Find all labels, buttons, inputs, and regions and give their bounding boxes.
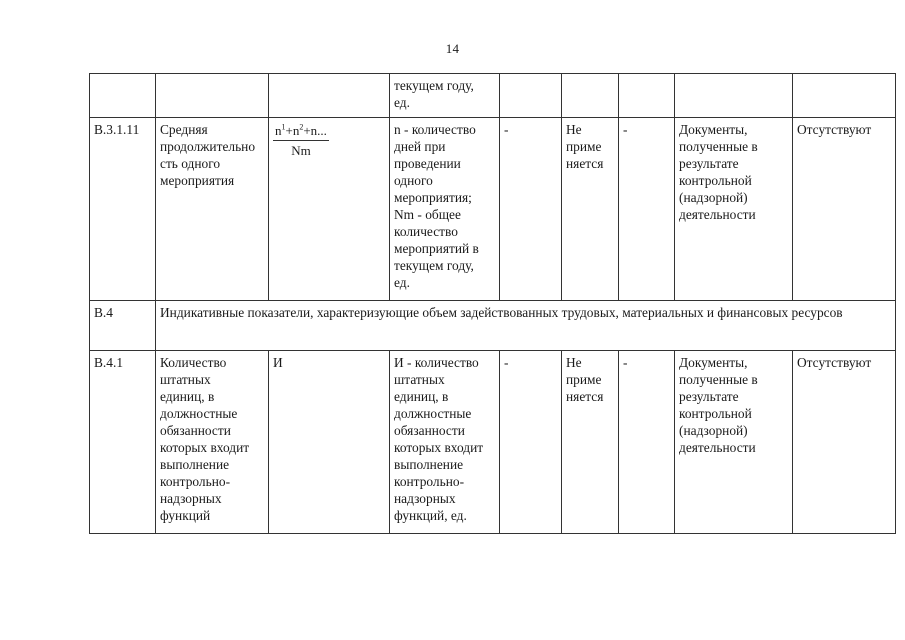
cell-name: Количество штатных единиц, в должностные обязанности которых входит выполнение контрольно- надзорных функций xyxy=(156,351,269,534)
cell-explanation: текущем году, ед. xyxy=(390,74,500,118)
cell-col5 xyxy=(500,74,562,118)
section-title: Индикативные показатели, характеризующие объем задействованных трудовых, материальных и финансовых ресурсов xyxy=(156,301,896,351)
cell-col7: - xyxy=(619,118,675,301)
cell-formula xyxy=(269,74,390,118)
cell-code: В.4 xyxy=(90,301,156,351)
formula-denominator: Nm xyxy=(291,143,311,158)
cell-code: В.3.1.11 xyxy=(90,118,156,301)
cell-formula xyxy=(269,118,390,301)
cell-name xyxy=(156,74,269,118)
cell-code: В.4.1 xyxy=(90,351,156,534)
cell-col9: Отсутствуют xyxy=(793,118,896,301)
cell-formula: И xyxy=(269,351,390,534)
cell-name: Средняя продолжительно сть одного мероприятия xyxy=(156,118,269,301)
cell-col9: Отсутствуют xyxy=(793,351,896,534)
cell-explanation: И - количество штатных единиц, в должностные обязанности которых входит выполнение контрольно- надзорных функций, ед. xyxy=(390,351,500,534)
formula-numerator: $n^1+n^2+n$... xyxy=(273,122,329,141)
cell-explanation: n - количество дней при проведении одного мероприятия; Nm - общее количество мероприятий в текущем году, ед. xyxy=(390,118,500,301)
table-row xyxy=(90,351,896,534)
cell-code xyxy=(90,74,156,118)
table-row xyxy=(90,301,896,351)
formula-fraction xyxy=(273,122,329,159)
cell-col5: - xyxy=(500,118,562,301)
cell-col6: Не приме няется xyxy=(562,351,619,534)
cell-col5: - xyxy=(500,351,562,534)
cell-col9 xyxy=(793,74,896,118)
cell-source xyxy=(675,74,793,118)
indicators-table xyxy=(89,73,896,534)
cell-col6 xyxy=(562,74,619,118)
table-row xyxy=(90,118,896,301)
cell-col7: - xyxy=(619,351,675,534)
cell-source: Документы, полученные в результате контрольной (надзорной) деятельности xyxy=(675,351,793,534)
cell-col7 xyxy=(619,74,675,118)
cell-source: Документы, полученные в результате контрольной (надзорной) деятельности xyxy=(675,118,793,301)
page-number: 14 xyxy=(445,41,460,56)
cell-col6: Не приме няется xyxy=(562,118,619,301)
table-row xyxy=(90,74,896,118)
